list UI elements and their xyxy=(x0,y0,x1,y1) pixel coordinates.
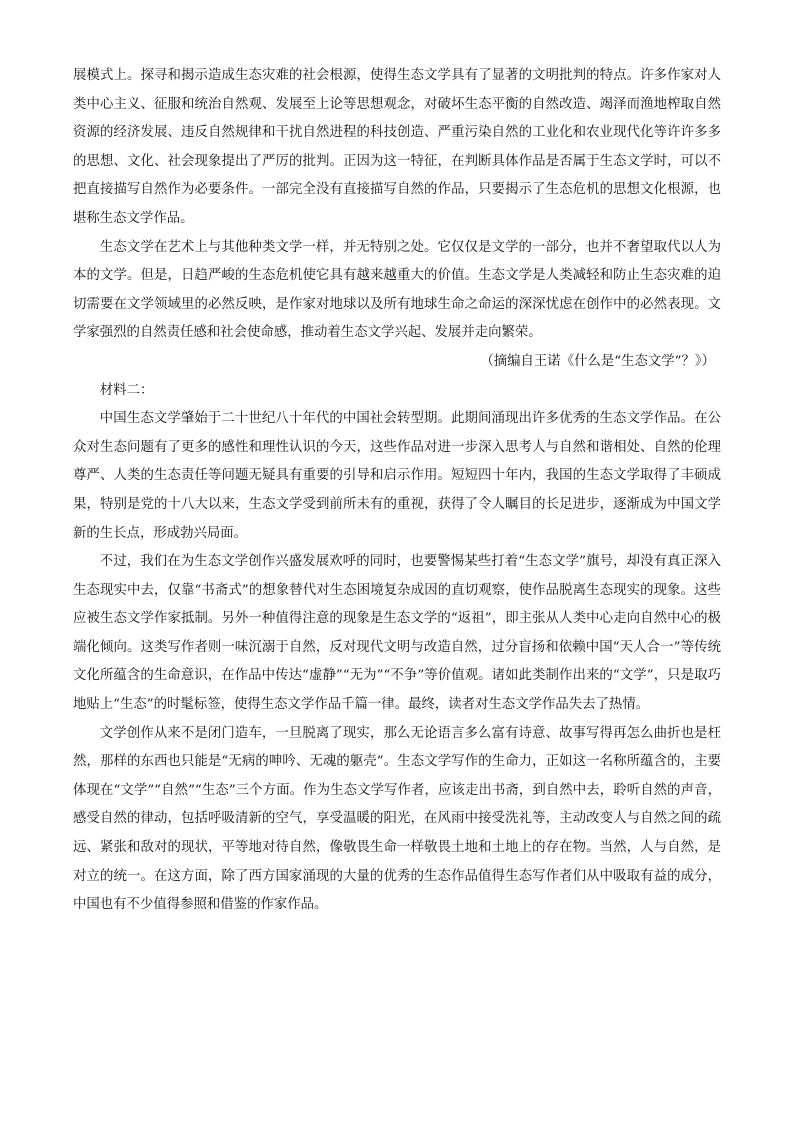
material2-paragraph-1: 中国生态文学肇始于二十世纪八十年代的中国社会转型期。此期间涌现出许多优秀的生态文学作品。在公众对生态问题有了更多的感性和理性认识的今天，这些作品对进一步深入思考人与自然和谐相处、自然的伦理尊严、人类的生态责任等问题无疑具有重要的引导和启示作用。短短四十年内，我国的生态文学取得了丰硕成果，特别是党的十八大以来，生态文学受到前所未有的重视，获得了令人瞩目的长足进步，逐渐成为中国文学新的生长点，形成勃兴局面。 xyxy=(73,411,721,541)
material2-paragraph-2: 不过，我们在为生态文学创作兴盛发展欢呼的同时，也要警惕某些打着“生态文学”旗号，却没有真正深入生态现实中去，仅靠“书斋式”的想象替代对生态困境复杂成因的直切观察，使作品脱离生态现实的现象。这些应被生态文学作家抵制。另外一种值得注意的现象是生态文学的“返祖”，即主张从人类中心走向自然中心的极端化倾向。这类写作者则一味沉溺于自然，反对现代文明与改造自然，过分盲扬和依赖中国“天人合一”等传统文化所蕴含的生命意识，在作品中传达“虚静”“无为”“不争”等价值观。诸如此类制作出来的“文学”，只是取巧地贴上“生态”的时髦标签，使得生态文学作品千篇一律。最终，读者对生态文学作品失去了热情。 xyxy=(73,554,721,713)
material2-paragraph-3: 文学创作从来不是闭门造车，一旦脱离了现实，那么无论语言多么富有诗意、故事写得再怎么曲折也是枉然，那样的东西也只能是“无病的呻吟、无魂的躯壳”。生态文学写作的生命力，正如这一名称所蕴含的，主要体现在“文学”“自然”“生态”三个方面。作为生态文学写作者，应该走出书斋，到自然中去，聆听自然的声音，感受自然的律动，包括呼吸清新的空气，享受温暖的阳光，在风雨中接受洗礼等，主动改变人与自然之间的疏远、紧张和敌对的现状，平等地对待自然，像敬畏生命一样敬畏土地和土地上的存在物。当然，人与自然，是对立的统一。在这方面，除了西方国家涌现的大量的优秀的生态作品值得生态写作者们从中吸取有益的成分，中国也有不少值得参照和借鉴的作家作品。 xyxy=(73,725,721,913)
material1-paragraph-1: 展模式上。探寻和揭示造成生态灾难的社会根源，使得生态文学具有了显著的文明批判的特点。许多作家对人类中心主义、征服和统治自然观、发展至上论等思想观念，对破坏生态平衡的自然改造、竭泽而渔地榨取自然资源的经济发展、违反自然规律和干扰自然进程的科技创造、严重污染自然的工业化和农业现代化等许许多多的思想、文化、社会现象提出了严厉的批判。正因为这一特征，在判断具体作品是否属于生态文学时，可以不把直接描写自然作为必要条件。一部完全没有直接描写自然的作品，只要揭示了生态危机的思想文化根源，也堪称生态文学作品。 xyxy=(73,68,721,226)
material1-source-citation: （摘编自王诺《什么是“生态文学”？》） xyxy=(480,353,715,369)
material2-heading: 材料二： xyxy=(99,382,154,398)
material1-paragraph-2: 生态文学在艺术上与其他种类文学一样，并无特别之处。它仅仅是文学的一部分，也并不奢望取代以人为本的文学。但是，日趋严峻的生态危机使它具有越来越重大的价值。生态文学是人类减轻和防止生态灾难的迫切需要在文学领域里的必然反映，是作家对地球以及所有地球生命之命运的深深忧虑在创作中的必然表现。文学家强烈的自然责任感和社会使命感，推动着生态文学兴起、发展并走向繁荣。 xyxy=(73,239,721,341)
document-page xyxy=(73,62,721,920)
